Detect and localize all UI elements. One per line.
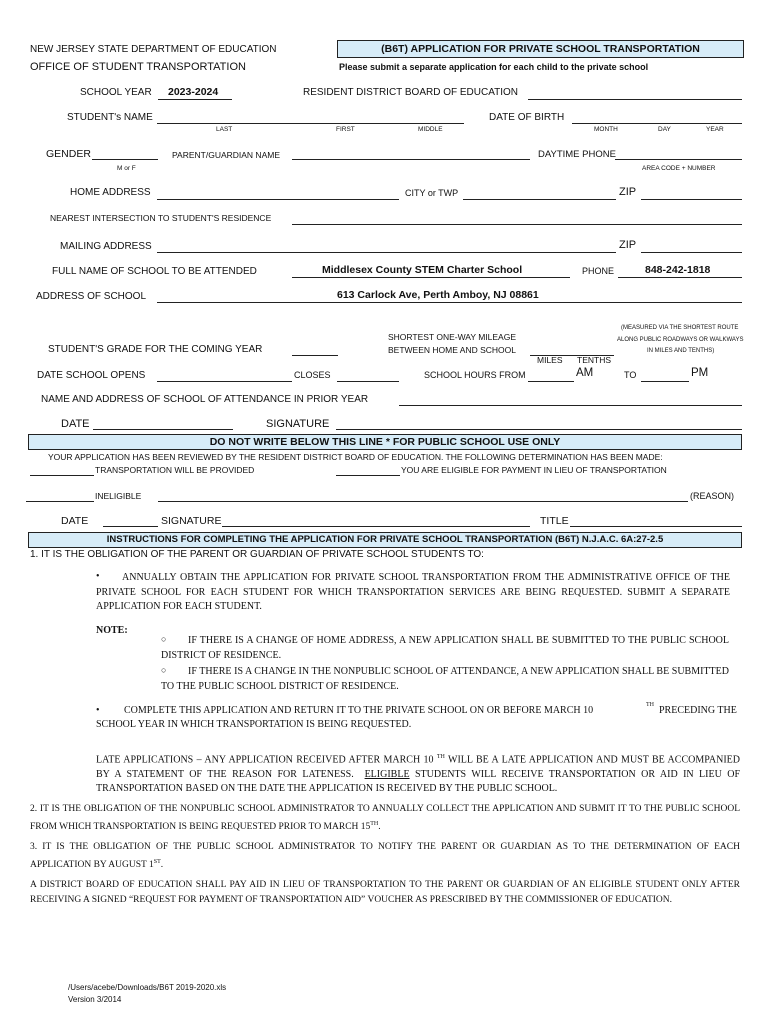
student-name-field[interactable] bbox=[157, 123, 464, 124]
school-phone-line bbox=[618, 277, 742, 278]
mileage-note-2: ALONG PUBLIC ROADWAYS OR WALKWAYS bbox=[617, 337, 744, 343]
tenths-label: TENTHS bbox=[577, 355, 611, 365]
phone-field[interactable] bbox=[615, 159, 742, 160]
closing-paragraph: A DISTRICT BOARD OF EDUCATION SHALL PAY AID IN LIEU OF TRANSPORTATION TO THE PARENT OR GUARDIAN OF AN ELIGIBLE STUDENT ONLY AFTER RECEIVING A SIGNED “REQUEST FOR PAYMENT OF TRANSPORTATION AID” VOUCHER AS PRESCRIBED BY THE COMMISSIONER OF EDUCATION. bbox=[30, 880, 740, 905]
am-label: AM bbox=[576, 367, 594, 379]
instruction-bullet-2c: SCHOOL YEAR IN WHICH TRANSPORTATION IS BEING REQUESTED. bbox=[96, 719, 412, 730]
mailing-field[interactable] bbox=[157, 252, 616, 253]
instruction-item-2: 2. IT IS THE OBLIGATION OF THE NONPUBLIC SCHOOL ADMINISTRATOR TO ANNUALLY COLLECT THE APPLICATION AND SUBMIT IT TO THE PUBLIC SCHOOL FROM WHICH TRANSPORTATION IS BEING REQUESTED PRIOR TO MARCH 15TH. bbox=[30, 804, 740, 832]
intersection-label: NEAREST INTERSECTION TO STUDENT'S RESIDENCE bbox=[50, 213, 272, 223]
official-title-label: TITLE bbox=[540, 515, 569, 527]
date-opens-label: DATE SCHOOL OPENS bbox=[37, 370, 146, 381]
hours-label: SCHOOL HOURS FROM bbox=[424, 370, 526, 380]
official-use-banner: DO NOT WRITE BELOW THIS LINE * FOR PUBLIC SCHOOL USE ONLY bbox=[28, 434, 742, 450]
reason-label: (REASON) bbox=[690, 491, 735, 501]
mailing-label: MAILING ADDRESS bbox=[60, 241, 152, 252]
instruction-item-3: 3. IT IS THE OBLIGATION OF THE PUBLIC SCHOOL ADMINISTRATOR TO NOTIFY THE PARENT OR GUARDIAN AS TO THE DETERMINATION OF EACH APPLICATION BY AUGUST 1ST. bbox=[30, 842, 740, 870]
provided-check-field[interactable] bbox=[30, 475, 94, 476]
gender-field[interactable] bbox=[92, 159, 158, 160]
school-phone-label: PHONE bbox=[582, 266, 615, 276]
phone-label: DAYTIME PHONE bbox=[538, 149, 616, 160]
parent-field[interactable] bbox=[292, 159, 530, 160]
ineligible-check-field[interactable] bbox=[26, 501, 94, 502]
dob-sub-year: YEAR bbox=[706, 126, 724, 133]
eligible-payment-text: YOU ARE ELIGIBLE FOR PAYMENT IN LIEU OF TRANSPORTATION bbox=[401, 465, 667, 475]
date-opens-field[interactable] bbox=[157, 381, 292, 382]
mileage-label-1: SHORTEST ONE-WAY MILEAGE bbox=[388, 332, 516, 342]
ineligible-text: INELIGIBLE bbox=[95, 491, 142, 501]
signature-field[interactable] bbox=[336, 429, 742, 430]
note-circle-icon-1: ○ bbox=[161, 634, 167, 644]
prior-school-label: NAME AND ADDRESS OF SCHOOL OF ATTENDANCE IN PRIOR YEAR bbox=[41, 394, 369, 405]
footer-version: Version 3/2014 bbox=[68, 995, 122, 1004]
home-address-field[interactable] bbox=[157, 199, 399, 200]
school-year-line bbox=[158, 99, 232, 100]
instruction-bullet-2a: COMPLETE THIS APPLICATION AND RETURN IT TO THE PRIVATE SCHOOL ON OR BEFORE MARCH 10 bbox=[124, 705, 594, 716]
official-date-label: DATE bbox=[61, 515, 89, 527]
name-sub-middle: MIDDLE bbox=[418, 126, 443, 133]
reviewed-text: YOUR APPLICATION HAS BEEN REVIEWED BY THE RESIDENT DISTRICT BOARD OF EDUCATION. THE FOLLOWING DETERMINATION HAS BEEN MADE: bbox=[48, 452, 663, 462]
gender-label: GENDER bbox=[46, 148, 91, 160]
dob-label: DATE OF BIRTH bbox=[489, 112, 565, 123]
name-sub-last: LAST bbox=[216, 126, 233, 133]
grade-label: STUDENT'S GRADE FOR THE COMING YEAR bbox=[48, 344, 263, 355]
hours-to-field[interactable] bbox=[641, 381, 689, 382]
to-label: TO bbox=[624, 370, 637, 380]
instruction-note-2: IF THERE IS A CHANGE IN THE NONPUBLIC SCHOOL OF ATTENDANCE, A NEW APPLICATION SHALL BE SUBMITTED TO THE PUBLIC SCHOOL DISTRICT OF RESIDENCE. bbox=[161, 666, 729, 692]
school-address-label: ADDRESS OF SCHOOL bbox=[36, 291, 147, 302]
school-year-label: SCHOOL YEAR bbox=[80, 87, 152, 98]
pm-label: PM bbox=[691, 367, 709, 379]
miles-label: MILES bbox=[537, 355, 563, 365]
instruction-bullet-2b: PRECEDING THE bbox=[659, 705, 737, 716]
form-title: (B6T) APPLICATION FOR PRIVATE SCHOOL TRANSPORTATION bbox=[337, 40, 744, 58]
official-signature-field[interactable] bbox=[222, 526, 530, 527]
official-date-field[interactable] bbox=[103, 526, 158, 527]
hours-from-field[interactable] bbox=[528, 381, 574, 382]
school-year-value[interactable]: 2023-2024 bbox=[168, 86, 219, 98]
signature-label: SIGNATURE bbox=[266, 418, 330, 430]
official-title-field[interactable] bbox=[570, 526, 742, 527]
zip-label: ZIP bbox=[619, 186, 637, 198]
provided-text: TRANSPORTATION WILL BE PROVIDED bbox=[95, 465, 255, 475]
note-circle-icon-2: ○ bbox=[161, 665, 167, 675]
gender-sub: M or F bbox=[117, 165, 136, 172]
office-name: OFFICE OF STUDENT TRANSPORTATION bbox=[30, 61, 246, 73]
school-phone-value[interactable]: 848-242-1818 bbox=[645, 264, 711, 276]
zip-field[interactable] bbox=[641, 199, 742, 200]
name-sub-first: FIRST bbox=[336, 126, 355, 133]
grade-field[interactable] bbox=[292, 355, 338, 356]
date-field[interactable] bbox=[93, 429, 233, 430]
mailing-zip-label: ZIP bbox=[619, 239, 637, 251]
closes-field[interactable] bbox=[337, 381, 399, 382]
dob-sub-month: MONTH bbox=[594, 126, 618, 133]
school-address-value[interactable]: 613 Carlock Ave, Perth Amboy, NJ 08861 bbox=[337, 289, 539, 301]
dept-name: NEW JERSEY STATE DEPARTMENT OF EDUCATION bbox=[30, 44, 277, 55]
late-applications-text: LATE APPLICATIONS – ANY APPLICATION RECEIVED AFTER MARCH 10 $^{TH}$ WILL BE A LATE APPLICATION AND MUST BE ACCOMPANIED BY A STATEMENT OF THE REASON FOR LATENESS. ELIGIBLE STUDENTS WILL RECEIVE TRANSPORTATION OR AID IN LIEU OF TRANSPORTATION BASED ON THE DATE THE APPLICATION IS RECEIVED BY THE PUBLIC SCHOOL. bbox=[96, 754, 741, 795]
prior-school-field[interactable] bbox=[399, 405, 742, 406]
note-label: NOTE: bbox=[96, 625, 128, 636]
city-field[interactable] bbox=[463, 199, 616, 200]
instructions-banner: INSTRUCTIONS FOR COMPLETING THE APPLICATION FOR PRIVATE SCHOOL TRANSPORTATION (B6T) N.J.A.C. 6A:27-2.5 bbox=[28, 532, 742, 548]
instruction-note-1: IF THERE IS A CHANGE OF HOME ADDRESS, A NEW APPLICATION SHALL BE SUBMITTED TO THE PUBLIC SCHOOL DISTRICT OF RESIDENCE. bbox=[161, 635, 729, 661]
official-signature-label: SIGNATURE bbox=[161, 515, 222, 527]
instruction-item-1: 1. IT IS THE OBLIGATION OF THE PARENT OR GUARDIAN OF PRIVATE SCHOOL STUDENTS TO: bbox=[30, 549, 484, 560]
intersection-field[interactable] bbox=[292, 224, 742, 225]
parent-label: PARENT/GUARDIAN NAME bbox=[172, 150, 280, 160]
instruction-bullet-1: ANNUALLY OBTAIN THE APPLICATION FOR PRIVATE SCHOOL TRANSPORTATION FROM THE ADMINISTRATIVE OFFICE OF THE PRIVATE SCHOOL FOR EACH STUDENT FOR WHICH TRANSPORTATION SERVICES ARE BEING REQUESTED. SUBMIT A SEPARATE APPLICATION FOR EACH STUDENT. bbox=[96, 572, 730, 612]
dob-sub-day: DAY bbox=[658, 126, 671, 133]
school-name-value[interactable]: Middlesex County STEM Charter School bbox=[322, 264, 523, 276]
mileage-note-3: IN MILES AND TENTHS) bbox=[647, 348, 715, 354]
school-name-label: FULL NAME OF SCHOOL TO BE ATTENDED bbox=[52, 266, 257, 277]
student-name-label: STUDENT's NAME bbox=[67, 112, 153, 123]
bullet-2-superscript: TH bbox=[646, 702, 654, 708]
resident-district-field[interactable] bbox=[528, 99, 742, 100]
bullet-icon: • bbox=[96, 705, 100, 716]
phone-sub: AREA CODE + NUMBER bbox=[642, 165, 716, 172]
footer-path: /Users/acebe/Downloads/B6T 2019-2020.xls bbox=[68, 983, 227, 992]
eligible-check-field[interactable] bbox=[336, 475, 400, 476]
school-address-line bbox=[157, 302, 742, 303]
city-label: CITY or TWP bbox=[405, 188, 459, 198]
mileage-label-2: BETWEEN HOME AND SCHOOL bbox=[388, 345, 516, 355]
school-name-line bbox=[292, 277, 570, 278]
home-address-label: HOME ADDRESS bbox=[70, 187, 151, 198]
bullet-icon: • bbox=[96, 571, 100, 582]
form-subtitle: Please submit a separate application for each child to the private school bbox=[339, 62, 649, 72]
mailing-zip-field[interactable] bbox=[641, 252, 742, 253]
closes-label: CLOSES bbox=[294, 370, 331, 380]
reason-field[interactable] bbox=[158, 501, 688, 502]
date-label: DATE bbox=[61, 418, 90, 430]
dob-field[interactable] bbox=[572, 123, 742, 124]
resident-district-label: RESIDENT DISTRICT BOARD OF EDUCATION bbox=[303, 87, 519, 98]
mileage-note-1: (MEASURED VIA THE SHORTEST ROUTE bbox=[621, 325, 739, 331]
